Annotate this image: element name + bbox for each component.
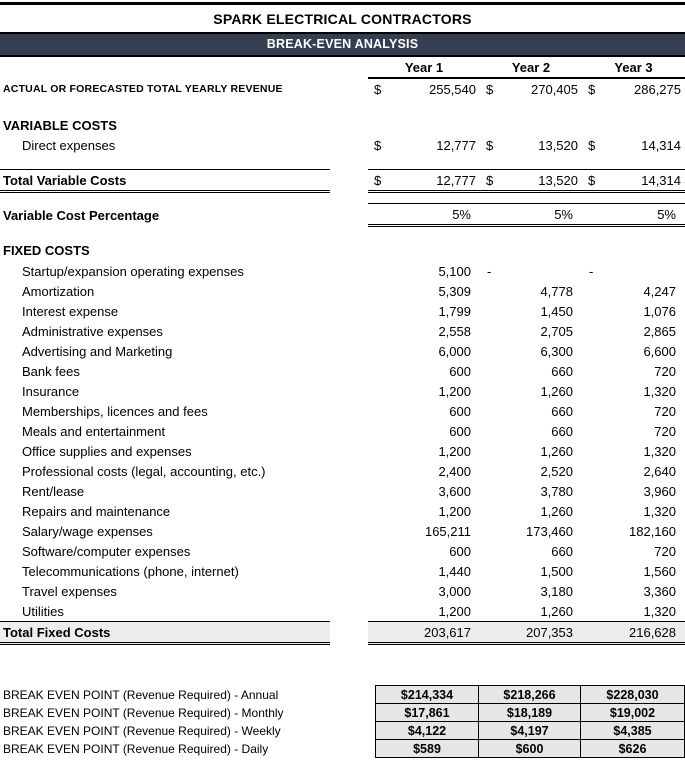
break-even-y3: $626 xyxy=(580,739,685,758)
fixed-cost-y2: 2,705 xyxy=(540,323,573,339)
break-even-row xyxy=(0,721,685,740)
break-even-y3: $228,030 xyxy=(580,685,685,704)
revenue-y3: $ 286,275 xyxy=(582,79,685,99)
fixed-cost-y1: 2,400 xyxy=(438,463,471,479)
fixed-cost-row xyxy=(0,501,685,521)
fixed-cost-y3: - xyxy=(589,263,594,279)
break-even-y3: $19,002 xyxy=(580,703,685,722)
total-fixed-y1: 203,617 xyxy=(424,624,471,640)
fixed-cost-y2: 1,450 xyxy=(540,303,573,319)
fixed-cost-y1: 600 xyxy=(449,543,471,559)
total-variable-y3: $ 14,314 xyxy=(582,170,685,190)
fixed-cost-y1: 1,200 xyxy=(438,503,471,519)
fixed-cost-row xyxy=(0,461,685,481)
total-variable-costs-row xyxy=(0,169,685,193)
fixed-cost-y1: 6,000 xyxy=(438,343,471,359)
break-even-row xyxy=(0,703,685,722)
fixed-cost-label: Telecommunications (phone, internet) xyxy=(22,563,239,579)
direct-expenses-y2: $ 13,520 xyxy=(480,135,582,155)
revenue-row xyxy=(0,79,685,99)
fixed-cost-row xyxy=(0,541,685,561)
fixed-cost-row xyxy=(0,601,685,621)
section-title-banner: BREAK-EVEN ANALYSIS xyxy=(0,32,685,57)
fixed-cost-y2: 2,520 xyxy=(540,463,573,479)
fixed-cost-y3: 1,320 xyxy=(643,503,676,519)
revenue-y2: $ 270,405 xyxy=(480,79,582,99)
break-even-y2: $4,197 xyxy=(478,721,581,740)
fixed-cost-y2: 3,180 xyxy=(540,583,573,599)
col-header-year3: Year 3 xyxy=(614,59,653,75)
currency-symbol: $ xyxy=(588,172,596,188)
break-even-table xyxy=(0,685,685,758)
fixed-cost-row xyxy=(0,261,685,281)
fixed-cost-y3: 3,360 xyxy=(643,583,676,599)
fixed-cost-y1: 2,558 xyxy=(438,323,471,339)
fixed-cost-y2: 173,460 xyxy=(526,523,573,539)
fixed-cost-y3: 4,247 xyxy=(643,283,676,299)
fixed-cost-y3: 2,640 xyxy=(643,463,676,479)
break-even-label: BREAK EVEN POINT (Revenue Required) - Daily xyxy=(3,741,269,756)
fixed-cost-y3: 1,320 xyxy=(643,603,676,619)
fixed-cost-y2: 660 xyxy=(551,363,573,379)
break-even-label: BREAK EVEN POINT (Revenue Required) - Weekly xyxy=(3,723,281,738)
currency-symbol: $ xyxy=(486,81,494,97)
fixed-cost-row xyxy=(0,301,685,321)
break-even-y2: $18,189 xyxy=(478,703,581,722)
fixed-cost-row xyxy=(0,401,685,421)
fixed-cost-label: Software/computer expenses xyxy=(22,543,191,559)
variable-cost-percentage-label: Variable Cost Percentage xyxy=(3,207,160,223)
total-fixed-costs-label: Total Fixed Costs xyxy=(0,621,330,645)
fixed-cost-row xyxy=(0,441,685,461)
fixed-cost-label: Insurance xyxy=(22,383,80,399)
revenue-label: ACTUAL OR FORECASTED TOTAL YEARLY REVENUE xyxy=(3,83,283,95)
page-title: SPARK ELECTRICAL CONTRACTORS xyxy=(213,11,472,27)
break-even-y2: $600 xyxy=(478,739,581,758)
col-header-year2: Year 2 xyxy=(511,59,551,75)
break-even-row xyxy=(0,739,685,758)
fixed-cost-label: Amortization xyxy=(22,283,95,299)
fixed-costs-heading-row xyxy=(0,239,685,261)
fixed-cost-label: Office supplies and expenses xyxy=(22,443,192,459)
fixed-cost-y1: 600 xyxy=(449,363,471,379)
fixed-cost-y3: 182,160 xyxy=(629,523,676,539)
break-even-label: BREAK EVEN POINT (Revenue Required) - Monthly xyxy=(3,705,284,720)
fixed-cost-y1: 1,200 xyxy=(438,383,471,399)
currency-symbol: $ xyxy=(486,137,494,153)
fixed-cost-y2: 1,500 xyxy=(540,563,573,579)
fixed-cost-label: Repairs and maintenance xyxy=(22,503,171,519)
variable-pct-y3: 5% xyxy=(657,206,676,222)
fixed-cost-row xyxy=(0,341,685,361)
fixed-cost-y1: 165,211 xyxy=(424,523,471,539)
break-even-y3: $4,385 xyxy=(580,721,685,740)
fixed-cost-row xyxy=(0,421,685,441)
variable-costs-heading-row xyxy=(0,115,685,135)
currency-symbol: $ xyxy=(374,172,382,188)
fixed-cost-y1: 1,200 xyxy=(438,603,471,619)
direct-expenses-row xyxy=(0,135,685,155)
fixed-cost-row xyxy=(0,321,685,341)
fixed-cost-label: Travel expenses xyxy=(22,583,117,599)
fixed-costs-rows xyxy=(0,261,685,621)
total-fixed-costs-row xyxy=(0,621,685,645)
direct-expenses-y1: $ 12,777 xyxy=(368,135,480,155)
fixed-cost-y2: - xyxy=(487,263,492,279)
fixed-cost-y2: 1,260 xyxy=(540,503,573,519)
fixed-cost-label: Professional costs (legal, accounting, etc.) xyxy=(22,463,266,479)
fixed-cost-y1: 5,100 xyxy=(438,263,471,279)
fixed-cost-y2: 660 xyxy=(551,543,573,559)
fixed-cost-y3: 720 xyxy=(654,543,676,559)
fixed-cost-y3: 1,320 xyxy=(643,443,676,459)
fixed-cost-y1: 5,309 xyxy=(438,283,471,299)
fixed-cost-y2: 660 xyxy=(551,423,573,439)
fixed-cost-row xyxy=(0,361,685,381)
currency-symbol: $ xyxy=(588,81,596,97)
fixed-cost-y3: 720 xyxy=(654,423,676,439)
fixed-cost-label: Memberships, licences and fees xyxy=(22,403,208,419)
currency-symbol: $ xyxy=(374,81,382,97)
fixed-cost-y1: 3,000 xyxy=(438,583,471,599)
fixed-cost-label: Meals and entertainment xyxy=(22,423,166,439)
break-even-label: BREAK EVEN POINT (Revenue Required) - Annual xyxy=(3,687,279,702)
fixed-cost-y2: 1,260 xyxy=(540,603,573,619)
revenue-y1: $ 255,540 xyxy=(368,79,480,99)
total-variable-y2: $ 13,520 xyxy=(480,170,582,190)
fixed-cost-y2: 1,260 xyxy=(540,383,573,399)
fixed-cost-y3: 2,865 xyxy=(643,323,676,339)
fixed-cost-row xyxy=(0,481,685,501)
fixed-cost-y1: 1,799 xyxy=(438,303,471,319)
fixed-cost-y3: 1,076 xyxy=(643,303,676,319)
fixed-cost-label: Rent/lease xyxy=(22,483,85,499)
total-variable-costs-label: Total Variable Costs xyxy=(0,169,330,193)
fixed-cost-y1: 1,440 xyxy=(438,563,471,579)
break-even-y1: $4,122 xyxy=(375,721,479,740)
fixed-cost-y2: 3,780 xyxy=(540,483,573,499)
break-even-y2: $218,266 xyxy=(478,685,581,704)
fixed-cost-row xyxy=(0,581,685,601)
fixed-cost-y1: 1,200 xyxy=(438,443,471,459)
fixed-cost-label: Salary/wage expenses xyxy=(22,523,153,539)
break-even-y1: $214,334 xyxy=(375,685,479,704)
fixed-cost-y2: 1,260 xyxy=(540,443,573,459)
fixed-cost-y3: 3,960 xyxy=(643,483,676,499)
fixed-cost-row xyxy=(0,561,685,581)
fixed-cost-y3: 720 xyxy=(654,363,676,379)
fixed-cost-label: Bank fees xyxy=(22,363,80,379)
fixed-cost-y3: 6,600 xyxy=(643,343,676,359)
fixed-cost-y1: 600 xyxy=(449,403,471,419)
variable-cost-percentage-row xyxy=(0,203,685,227)
fixed-cost-y2: 4,778 xyxy=(540,283,573,299)
fixed-cost-row xyxy=(0,281,685,301)
currency-symbol: $ xyxy=(588,137,596,153)
fixed-cost-y2: 660 xyxy=(551,403,573,419)
variable-pct-y1: 5% xyxy=(452,206,471,222)
col-header-year1: Year 1 xyxy=(404,59,444,75)
fixed-cost-label: Startup/expansion operating expenses xyxy=(22,263,244,279)
total-fixed-y2: 207,353 xyxy=(526,624,573,640)
fixed-cost-y2: 6,300 xyxy=(540,343,573,359)
fixed-cost-y1: 600 xyxy=(449,423,471,439)
total-fixed-y3: 216,628 xyxy=(629,624,676,640)
variable-costs-heading: VARIABLE COSTS xyxy=(3,117,117,133)
fixed-cost-y3: 1,320 xyxy=(643,383,676,399)
fixed-cost-y3: 720 xyxy=(654,403,676,419)
currency-symbol: $ xyxy=(374,137,382,153)
break-even-row xyxy=(0,685,685,704)
fixed-costs-heading: FIXED COSTS xyxy=(3,242,90,258)
currency-symbol: $ xyxy=(486,172,494,188)
variable-pct-y2: 5% xyxy=(554,206,573,222)
fixed-cost-y3: 1,560 xyxy=(643,563,676,579)
direct-expenses-y3: $ 14,314 xyxy=(582,135,685,155)
direct-expenses-label: Direct expenses xyxy=(22,137,116,153)
fixed-cost-row xyxy=(0,381,685,401)
break-even-y1: $589 xyxy=(375,739,479,758)
fixed-cost-y1: 3,600 xyxy=(438,483,471,499)
column-header-row xyxy=(0,57,685,79)
fixed-cost-row xyxy=(0,521,685,541)
break-even-y1: $17,861 xyxy=(375,703,479,722)
fixed-cost-label: Advertising and Marketing xyxy=(22,343,173,359)
fixed-cost-label: Utilities xyxy=(22,603,64,619)
fixed-cost-label: Interest expense xyxy=(22,303,119,319)
total-variable-y1: $ 12,777 xyxy=(368,170,480,190)
fixed-cost-label: Administrative expenses xyxy=(22,323,163,339)
